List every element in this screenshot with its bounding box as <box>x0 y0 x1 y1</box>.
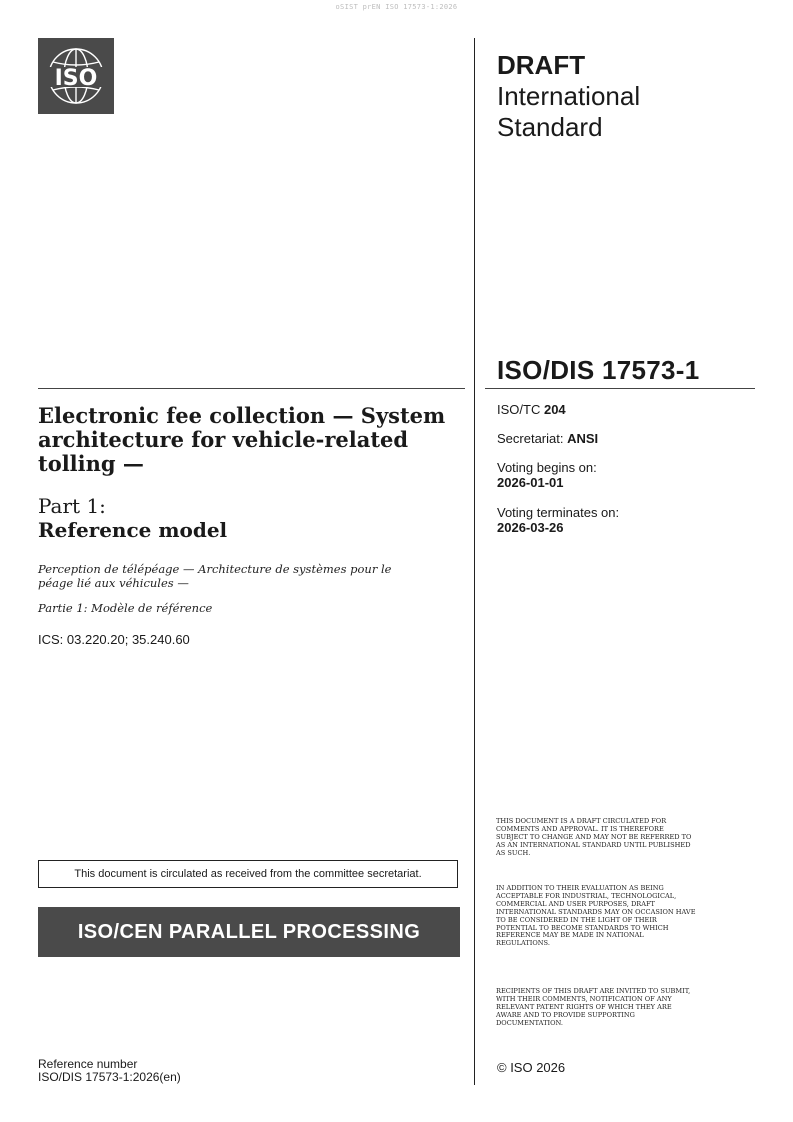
column-divider <box>474 38 475 1085</box>
circulation-notice: This document is circulated as received from the committee secretariat. <box>38 860 458 888</box>
status-draft: DRAFT <box>497 50 586 80</box>
voting-terminates-label: Voting terminates on: <box>497 505 620 520</box>
voting-terminates <box>497 505 619 535</box>
french-part-title: Partie 1: Modèle de référence <box>38 601 213 615</box>
document-title: Electronic fee collection — System architecture for vehicle-related tolling — <box>38 403 446 476</box>
disclaimer-paragraph: THIS DOCUMENT IS A DRAFT CIRCULATED FOR COMMENTS AND APPROVAL. IT IS THEREFORE SUBJECT TO CHANGE AND MAY NOT BE REFERRED TO AS AN INTERNATIONAL STANDARD UNTIL PUBLISHED AS SUCH. <box>496 817 692 857</box>
document-status <box>497 50 640 143</box>
parallel-processing-banner: ISO/CEN PARALLEL PROCESSING <box>38 907 460 957</box>
voting-terminates-date: 2026-03-26 <box>497 520 564 535</box>
status-standard: Standard <box>497 112 603 142</box>
reference-value: ISO/DIS 17573-1:2026(en) <box>38 1070 181 1084</box>
tc-label: ISO/TC <box>497 402 541 417</box>
secretariat-label: Secretariat: <box>497 431 564 446</box>
copyright: © ISO 2026 <box>497 1060 566 1075</box>
part-title: Reference model <box>38 518 228 542</box>
globe-icon <box>38 38 114 114</box>
secretariat <box>497 431 598 446</box>
left-rule <box>38 388 465 389</box>
logo-text: ISO <box>54 66 98 91</box>
right-rule <box>485 388 755 389</box>
reference-label: Reference number <box>38 1057 138 1071</box>
tc-value: 204 <box>543 402 566 417</box>
voting-begins <box>497 460 597 490</box>
watermark: oSIST prEN ISO 17573-1:2026 <box>335 3 458 11</box>
disclaimer-paragraph: RECIPIENTS OF THIS DRAFT ARE INVITED TO SUBMIT, WITH THEIR COMMENTS, NOTIFICATION OF ANY RELEVANT PATENT RIGHTS OF WHICH THEY ARE AWARE AND TO PROVIDE SUPPORTING DOCUMENTATION. <box>496 987 691 1027</box>
technical-committee <box>497 402 566 417</box>
ics-codes: ICS: 03.220.20; 35.240.60 <box>38 632 190 647</box>
document-number: ISO/DIS 17573-1 <box>497 355 700 385</box>
disclaimer-paragraph: IN ADDITION TO THEIR EVALUATION AS BEING ACCEPTABLE FOR INDUSTRIAL, TECHNOLOGICAL, COMMERCIAL AND USER PURPOSES, DRAFT INTERNATIONAL STANDARDS MAY ON OCCASION HAVE TO BE CONSIDERED IN THE LIGHT OF THEIR POTENTIAL TO BECOME STANDARDS TO WHICH REFERENCE MAY BE MADE IN NATIONAL REGULATIONS. <box>496 884 696 948</box>
voting-begins-date: 2026-01-01 <box>497 475 564 490</box>
french-title: Perception de télépéage — Architecture de systèmes pour le péage lié aux véhicules — <box>38 562 392 590</box>
part-label: Part 1: <box>38 494 106 518</box>
secretariat-value: ANSI <box>567 431 599 446</box>
status-international: International <box>497 81 641 111</box>
reference-number <box>38 1058 181 1084</box>
voting-begins-label: Voting begins on: <box>497 460 597 475</box>
iso-logo <box>38 38 114 114</box>
